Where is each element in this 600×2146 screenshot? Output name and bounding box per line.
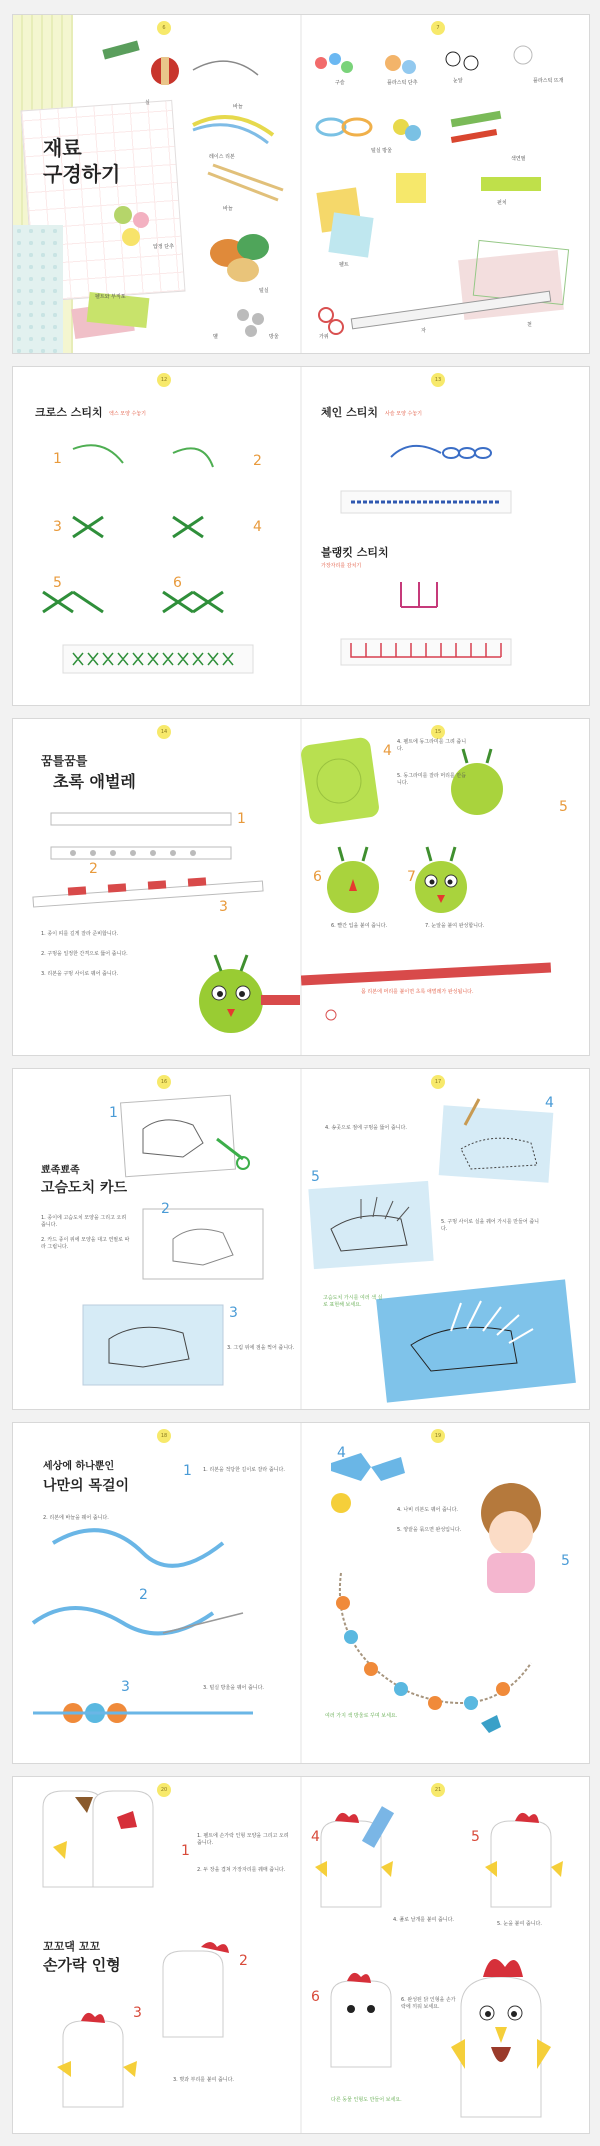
label-plastic-lace: 플라스틱 뜨개 [533,78,564,84]
label-cloth: 천 [527,322,532,328]
label-punch: 펀치 [497,200,507,206]
step-1: 1 [53,451,62,467]
tip-note: 다른 동물 인형도 만들어 보세요. [331,2097,402,2103]
label-beads: 구슬 [335,80,345,86]
page-right [301,1777,589,2133]
step-3: 3 [121,1679,130,1695]
step-2-text: 2. 카드 종이 위에 모양을 대고 연필로 따라 그립니다. [41,1237,130,1250]
label-thread: 실 [145,100,150,106]
label-ruler: 자 [421,328,426,334]
tip-note: 여러 가지 색 방울로 꾸며 보세요. [325,1713,398,1719]
title-line-2: 초록 애벌레 [53,772,136,791]
title-line-2: 손가락 인형 [43,1956,121,1974]
step-2: 2 [139,1587,148,1603]
chain-stitch-note: 사슬 모양 수놓기 [385,411,422,417]
step-3: 3 [53,519,62,535]
label-scissors: 가위 [319,334,329,340]
step-5: 5 [311,1169,320,1185]
blanket-stitch-title: 블랭킷 스티치 [321,546,389,559]
chain-blanket-illustration [301,367,589,705]
step-1-text: 1. 펠트에 손가락 인형 모양을 그리고 오려 줍니다. [197,1833,289,1846]
step-2: 2 [239,1953,248,1969]
title-line-1: 뾰족뾰족 [41,1165,80,1176]
page-number: 16 [157,1075,171,1089]
page-left [13,1777,301,2133]
step-6: 6 [173,575,182,591]
step-4-text: 4. 펠트에 동그라미를 그려 줍니다. [397,739,467,752]
label-lace-ribbon: 레이스 리본 [209,154,235,160]
tip-note: 고슴도치 가시를 여러 색 실로 표현해 보세요. [323,1295,383,1308]
step-1-text: 1. 리본을 적당한 길이로 잘라 줍니다. [203,1467,285,1473]
step-5-text: 5. 구멍 사이로 실을 꿰어 가시를 만들어 줍니다. [441,1219,540,1232]
step-3: 3 [133,2005,142,2021]
spread-stitches [12,366,590,706]
spread-finger-puppet [12,1776,590,2134]
step-4: 4 [337,1445,346,1461]
spread-caterpillar [12,718,590,1056]
step-5-text: 5. 동그라미를 잘라 머리를 만듭니다. [397,773,467,786]
page-right [301,719,589,1055]
spread-materials [12,14,590,354]
title-line-1: 세상에 하나뿐인 [43,1461,115,1472]
materials-illustration-right [301,15,589,353]
step-6: 6 [311,1989,320,2005]
label-felt: 펠트와 부직포 [95,294,126,300]
step-4: 4 [545,1095,554,1111]
step-3-text: 3. 리본을 구멍 사이로 꿰어 줍니다. [41,971,119,977]
step-6: 6 [313,869,322,885]
step-4: 4 [383,743,392,759]
step-5: 5 [561,1553,570,1569]
step-1: 1 [237,811,246,827]
step-4-text: 4. 송곳으로 점에 구멍을 뚫어 줍니다. [325,1125,407,1131]
page-number: 12 [157,373,171,387]
necklace-illustration-left [13,1423,301,1763]
step-1-text: 1. 종이 띠를 길게 잘라 준비합니다. [41,931,119,937]
caterpillar-illustration-right [301,719,589,1055]
page-left [13,1069,301,1409]
page-number: 18 [157,1429,171,1443]
step-4-text: 4. 나비 리본도 꿰어 줍니다. [397,1507,459,1513]
step-4: 4 [253,519,262,535]
hedgehog-illustration-right [301,1069,589,1409]
label-needle: 바늘 [233,104,243,110]
step-5: 5 [471,1829,480,1845]
label-yarn: 털실 [259,288,269,294]
page-number: 21 [431,1783,445,1797]
title-line-1: 꿈틀꿈틀 [41,754,88,768]
page-right [301,1069,589,1409]
step-3-text: 3. 털실 방울을 꿰어 줍니다. [203,1685,265,1691]
title-line-1: 꼬꼬댁 꼬꼬 [43,1940,100,1953]
page-number: 17 [431,1075,445,1089]
step-6-text: 6. 빨간 입을 붙여 줍니다. [331,923,388,929]
label-buttons: 압정 단추 [153,244,174,250]
cross-stitch-note: 엑스 모양 수놓기 [109,411,146,417]
step-1: 1 [181,1843,190,1859]
step-5: 5 [559,799,568,815]
spread-necklace [12,1422,590,1764]
page-left [13,367,301,705]
step-7-text: 7. 눈알을 붙여 완성합니다. [425,923,485,929]
page-number: 7 [431,21,445,35]
step-5: 5 [53,575,62,591]
caterpillar-illustration-left [13,719,301,1055]
step-4: 4 [311,1829,320,1845]
step-3-text: 3. 볏과 부리를 붙여 줍니다. [173,2077,235,2083]
step-2: 2 [161,1201,170,1217]
page-left [13,719,301,1055]
page-number: 14 [157,725,171,739]
puppet-illustration-right [301,1777,589,2133]
cross-stitch-illustration [13,367,301,705]
page-number: 15 [431,725,445,739]
spread-hedgehog [12,1068,590,1410]
title-line-2: 구경하기 [43,162,121,186]
step-1: 1 [109,1105,118,1121]
page-right [301,15,589,353]
step-2: 2 [89,861,98,877]
page-number: 19 [431,1429,445,1443]
page-right [301,367,589,705]
step-1: 1 [183,1463,192,1479]
page-number: 13 [431,373,445,387]
label-eyes: 눈알 [453,78,463,84]
label-bell: 벨 [213,334,218,340]
cross-stitch-title: 크로스 스티치 [35,406,103,419]
step-1-text: 1. 종이에 고슴도치 모양을 그리고 오려 줍니다. [41,1215,127,1228]
necklace-illustration-right [301,1423,589,1763]
title-line-1: 재료 [43,136,82,160]
page-left [13,1423,301,1763]
page-number: 6 [157,21,171,35]
label-pompom: 방울 [269,334,279,340]
step-4-text: 4. 풀로 날개를 붙여 줍니다. [393,1917,455,1923]
chain-stitch-title: 체인 스티치 [321,406,378,419]
blanket-stitch-note: 가장자리를 감치기 [321,563,362,569]
step-2-text: 2. 리본에 바늘을 꿰어 줍니다. [43,1515,109,1521]
step-3: 3 [219,899,228,915]
label-pompom: 털실 방울 [371,148,392,154]
materials-illustration-left [13,15,301,353]
step-6-text: 6. 완성된 닭 인형을 손가락에 끼워 보세요. [401,1997,456,2010]
label-felt: 펠트 [339,262,349,268]
step-3: 3 [229,1305,238,1321]
label-needle-2: 바늘 [223,206,233,212]
page-number: 20 [157,1783,171,1797]
page-right [301,1423,589,1763]
page-left [13,15,301,353]
step-3-text: 3. 그림 위에 점을 찍어 줍니다. [227,1345,295,1351]
label-color-pencil: 색연필 [511,156,526,162]
step-2: 2 [253,453,262,469]
title-line-2: 나만의 목걸이 [43,1478,130,1494]
tip-note: 몸 리본에 머리를 붙이면 초록 애벌레가 완성됩니다. [361,989,474,995]
step-5-text: 5. 눈을 붙여 줍니다. [497,1921,542,1927]
step-7: 7 [407,869,416,885]
title-line-2: 고슴도치 카드 [41,1180,128,1196]
step-2-text: 2. 두 장을 겹쳐 가장자리를 꿰매 줍니다. [197,1867,286,1873]
step-2-text: 2. 구멍을 일정한 간격으로 뚫어 줍니다. [41,951,128,957]
label-plastic-buttons: 플라스틱 단추 [387,80,418,86]
step-5-text: 5. 양끝을 묶으면 완성입니다. [397,1527,462,1533]
